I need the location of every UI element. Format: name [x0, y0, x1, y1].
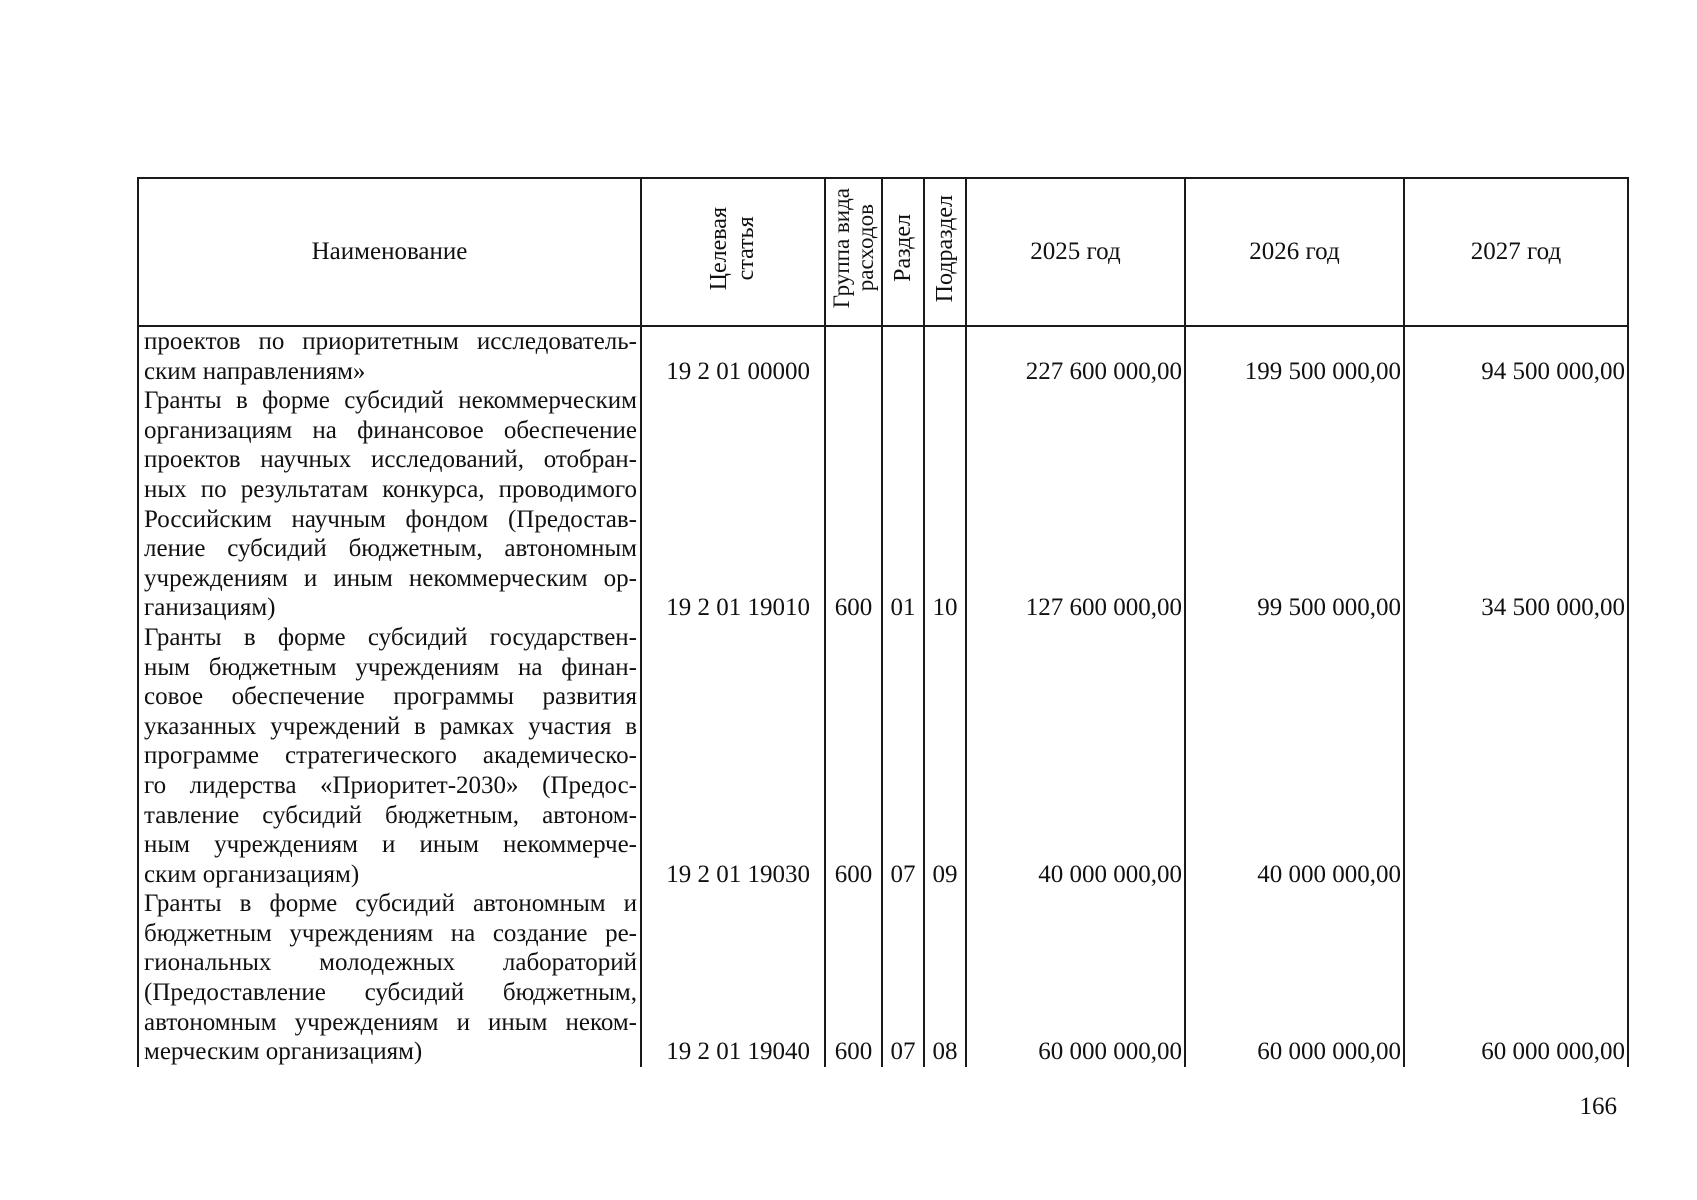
row-target-article: 19 2 01 00000 [641, 326, 825, 386]
table-row [138, 326, 1628, 386]
header-year-2026 [1185, 178, 1404, 326]
row-name-line: указанных учреждений в рамках участия в [144, 712, 637, 740]
table-row [138, 889, 1628, 1067]
header-year-2026-label: 2026 год [1249, 238, 1340, 266]
row-name-line: ским организациям) [144, 860, 360, 888]
row-name-line: автономным учреждениям и иным неком- [144, 1008, 637, 1036]
row-subsection: 10 [924, 386, 966, 623]
header-target-article-label [706, 207, 760, 290]
row-amount-2025: 227 600 000,00 [966, 326, 1185, 386]
budget-table [137, 177, 1629, 1067]
header-section-label: Раздел [889, 214, 916, 283]
page-number: 166 [1579, 1093, 1617, 1120]
row-section: 07 [882, 623, 924, 889]
row-amount-2025: 40 000 000,00 [966, 623, 1185, 889]
header-year-2025 [966, 178, 1185, 326]
header-section [882, 178, 924, 326]
row-name-line: ление субсидий бюджетным, автономным [144, 535, 637, 563]
row-name-line: Гранты в форме субсидий автономным и [144, 890, 637, 918]
row-target-article: 19 2 01 19030 [641, 623, 825, 889]
header-target-article [641, 178, 825, 326]
row-name-line: организациям на финансовое обеспечение [144, 416, 637, 444]
header-expense-group-line-1: Группа вида [828, 188, 854, 309]
row-section [882, 326, 924, 386]
row-section: 07 [882, 889, 924, 1067]
row-amount-2026: 99 500 000,00 [1185, 386, 1404, 623]
row-name-line: ганизациям) [144, 594, 276, 622]
row-name-line: Гранты в форме субсидий государствен- [144, 623, 637, 651]
header-name-label: Наименование [311, 238, 468, 266]
row-name-line: ных по результатам конкурса, проводимого [144, 475, 637, 503]
row-name-line: мерческим организациям) [144, 1038, 423, 1066]
row-name-line: совое обеспечение программы развития [144, 683, 637, 711]
row-name-line: ским направлениям» [144, 357, 366, 385]
row-name-line: гиональных молодежных лабораторий [144, 949, 637, 977]
row-subsection: 09 [924, 623, 966, 889]
row-amount-2027: 34 500 000,00 [1404, 386, 1628, 623]
row-name-line: программе стратегического академическо- [144, 742, 637, 770]
row-amount-2026: 40 000 000,00 [1185, 623, 1404, 889]
header-expense-group [825, 178, 882, 326]
row-expense-group: 600 [825, 623, 882, 889]
header-target-article-line-2: статья [733, 216, 759, 281]
row-name-line: проектов научных исследований, отобран- [144, 446, 637, 474]
row-expense-group: 600 [825, 386, 882, 623]
header-year-2025-label: 2025 год [1030, 238, 1121, 266]
table-header-row [138, 178, 1628, 326]
row-name-line: тавление субсидий бюджетным, автоном- [144, 801, 637, 829]
row-name-line: ным учреждениям и иным некоммерче- [144, 831, 637, 859]
row-name [138, 623, 641, 889]
row-target-article: 19 2 01 19010 [641, 386, 825, 623]
row-name-line: ным бюджетным учреждениям на финан- [144, 653, 637, 681]
row-name [138, 889, 641, 1067]
header-target-article-line-1: Целевая [706, 206, 732, 290]
row-subsection [924, 326, 966, 386]
header-name [138, 178, 641, 326]
row-amount-2027 [1404, 623, 1628, 889]
row-name [138, 326, 641, 386]
row-section: 01 [882, 386, 924, 623]
table-row [138, 623, 1628, 889]
row-name-line: (Предоставление субсидий бюджетным, [144, 979, 637, 1007]
header-subsection [924, 178, 966, 326]
row-name-line: бюджетным учреждениям на создание ре- [144, 919, 637, 947]
row-amount-2026: 199 500 000,00 [1185, 326, 1404, 386]
row-name [138, 386, 641, 623]
row-name-line: го лидерства «Приоритет-2030» (Предос- [144, 771, 637, 799]
row-target-article: 19 2 01 19040 [641, 889, 825, 1067]
row-expense-group: 600 [825, 889, 882, 1067]
header-year-2027 [1404, 178, 1628, 326]
row-name-line: Российским научным фондом (Предостав- [144, 505, 637, 533]
row-amount-2026: 60 000 000,00 [1185, 889, 1404, 1067]
row-amount-2025: 127 600 000,00 [966, 386, 1185, 623]
row-amount-2027: 94 500 000,00 [1404, 326, 1628, 386]
header-expense-group-line-2: расходов [852, 204, 878, 292]
row-name-line: учреждениям и иным некоммерческим ор- [144, 564, 637, 592]
row-expense-group [825, 326, 882, 386]
header-expense-group-label [830, 188, 878, 308]
row-name-line: проектов по приоритетным исследователь- [144, 328, 637, 355]
row-amount-2025: 60 000 000,00 [966, 889, 1185, 1067]
header-subsection-label: Подраздел [931, 194, 958, 302]
table-row [138, 386, 1628, 623]
row-subsection: 08 [924, 889, 966, 1067]
row-amount-2027: 60 000 000,00 [1404, 889, 1628, 1067]
row-name-line: Гранты в форме субсидий некоммерческим [144, 387, 637, 415]
header-year-2027-label: 2027 год [1470, 238, 1562, 266]
